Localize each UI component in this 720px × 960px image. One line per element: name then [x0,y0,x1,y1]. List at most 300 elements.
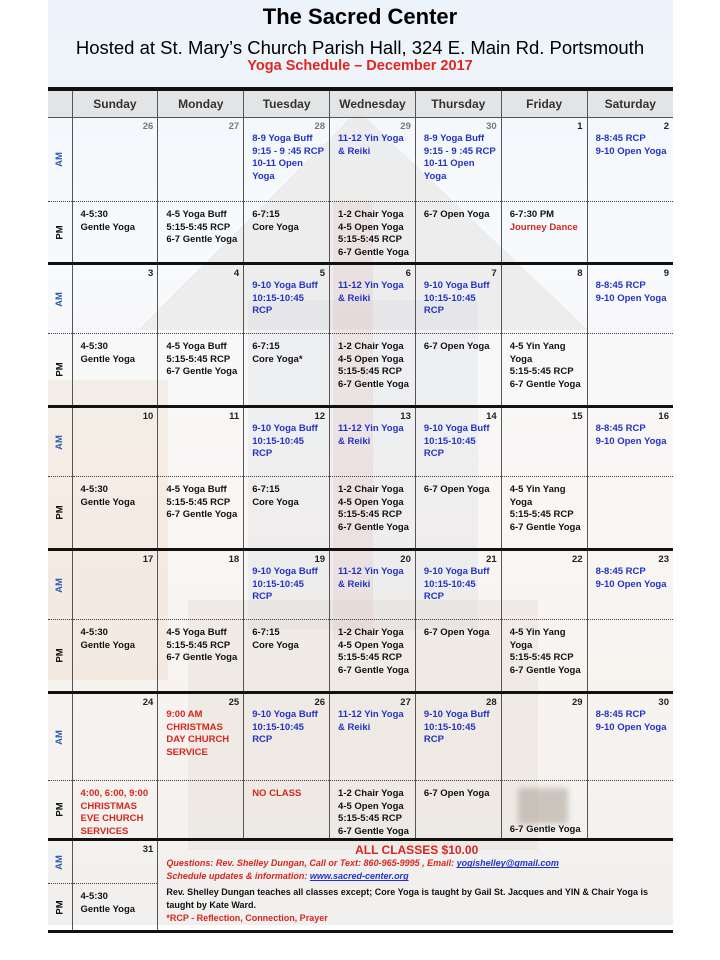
class-entry: 10-11 Open [423,158,475,170]
am-entries [588,565,673,591]
pm-entries [330,620,415,677]
class-entry: 6-7 Gentle Yoga [338,664,409,676]
class-entry: Journey Dance [509,221,578,233]
date-number: 3 [148,268,154,279]
class-entry: 8-8:45 RCP [595,280,646,291]
class-entry: 9-10 Yoga Buff [423,709,490,720]
am-entries [73,422,158,423]
day-cell [415,550,501,620]
pm-entries [73,202,158,234]
price-note: ALL CLASSES $10.00 [355,843,479,858]
class-entry: 9-10 Yoga Buff [252,709,318,720]
date-number: 8 [577,268,583,279]
day-cell [415,118,501,202]
day-cell [587,693,673,781]
date-number: 23 [658,554,669,565]
day-cell [587,202,673,264]
day-header-saturday: Saturday [587,89,673,118]
am-entries [416,132,501,183]
class-entry: & Reiki [338,292,371,304]
day-cell [501,407,587,477]
day-header-monday: Monday [158,89,244,118]
day-cell [244,118,330,202]
date-number: 9 [663,268,669,279]
pm-label-cell [48,620,72,693]
week-row-pm [48,202,673,264]
week-row-pm [48,334,673,407]
pm-entries [502,334,587,391]
day-cell [415,334,501,407]
am-entries [158,565,243,566]
class-entry: CHRISTMAS [80,800,137,812]
am-entries [588,279,673,305]
class-entry: 11-12 Yin Yoga [338,133,404,144]
class-entry: 4-5:30 [80,484,108,495]
pm-label-cell [48,884,72,932]
date-number: 10 [142,411,154,422]
class-entry: 6-7:15 [252,209,280,220]
class-entry: 9-10 Open Yoga [595,578,667,590]
class-entry: Gentle Yoga [80,639,136,651]
am-label: AM [54,577,66,593]
day-cell [415,477,501,550]
class-entry: 6-7 Gentle Yoga [509,824,581,835]
class-entry: 5:15-5:45 RCP [338,234,402,246]
class-entry: 1-2 Chair Yoga [338,209,404,220]
am-entries [244,132,329,183]
pm-entries [244,620,329,652]
day-cell [158,334,244,407]
day-cell [330,620,416,693]
am-entries [588,708,673,734]
am-entries [502,708,587,709]
class-entry: 9-10 Open Yoga [595,145,667,157]
date-number: 19 [314,554,326,565]
am-entries [416,422,501,461]
class-entry: 4:00, 6:00, 9:00 [80,788,149,799]
week-row-am [48,118,673,202]
day-cell [72,781,158,840]
class-entry: EVE CHURCH [80,813,144,825]
day-cell [244,407,330,477]
class-entry: 6-7 Open Yoga [423,484,490,495]
class-entry: Gentle Yoga [80,496,136,508]
am-label-cell [48,840,72,884]
class-entry: & Reiki [338,721,371,733]
class-entry: 8-9 Yoga Buff [423,133,485,144]
class-entry: 4-5:30 [80,891,108,903]
day-cell [415,202,501,264]
class-entry: 6-7 Gentle Yoga [338,521,409,533]
class-entry: 4-5 Yin Yang [509,341,566,352]
class-entry: RCP [252,734,273,746]
pm-label-cell [48,334,72,407]
pm-entries [588,202,673,209]
pm-label: PM [54,648,66,663]
am-entries [502,565,587,566]
class-entry: 6-7 Open Yoga [423,627,490,638]
date-number: 24 [142,697,154,708]
am-entries [416,708,501,747]
class-entry: RCP [423,448,444,460]
class-entry: 6-7 Gentle Yoga [166,652,238,664]
class-entry: 6-7 Gentle Yoga [338,378,409,390]
week-row-pm [48,781,673,840]
pm-entries [330,477,415,534]
day-cell [587,407,673,477]
class-entry: 5:15-5:45 RCP [338,813,402,825]
day-cell [330,477,416,550]
day-cell [72,884,158,932]
day-cell [330,407,416,477]
day-cell [244,477,330,550]
class-entry: 6-7 Gentle Yoga [166,509,238,521]
date-number: 29 [571,697,583,708]
info-cell [158,840,673,932]
week-row-am [48,264,673,334]
day-cell [501,477,587,550]
class-entry: 4-5:30 [80,209,108,220]
date-number: 6 [405,268,411,279]
date-number: 30 [658,697,669,708]
class-entry: 8-8:45 RCP [595,133,646,144]
pm-entries [416,202,501,222]
class-entry: 10:15-10:45 [252,721,304,733]
class-entry: SERVICE [166,746,208,758]
class-entry: 9-10 Yoga Buff [423,423,490,434]
class-entry: 9-10 Open Yoga [595,435,667,447]
pm-entries [244,477,329,509]
am-label: AM [54,854,66,870]
class-entry: Gentle Yoga [80,353,136,365]
am-entries [330,708,415,734]
day-header-row [48,89,673,118]
class-entry: 10:15-10:45 [423,292,476,304]
day-cell [158,781,244,840]
day-cell [72,693,158,781]
class-entry: RCP [423,734,444,746]
am-entries [502,422,587,423]
class-entry: 9-10 Yoga Buff [252,566,318,577]
day-cell [244,550,330,620]
class-entry: 6-7:15 [252,627,280,638]
day-cell [158,202,244,264]
day-cell [330,781,416,840]
class-entry: 5:15-5:45 RCP [509,509,574,521]
class-entry: 6-7:15 [252,484,280,495]
class-entry: 4-5 Open Yoga [338,496,404,508]
day-cell [158,693,244,781]
am-entries [416,279,501,318]
day-cell [501,693,587,781]
am-entries [330,565,415,591]
day-cell [415,264,501,334]
am-label-cell [48,693,72,781]
class-entry: 10:15-10:45 [423,578,476,590]
class-entry: 4-5 Open Yoga [338,639,404,651]
class-entry: 9-10 Open Yoga [595,292,667,304]
class-entry: 4-5 Yoga Buff [166,341,227,352]
class-entry: 5:15-5:45 RCP [166,639,231,651]
pm-label-cell [48,781,72,840]
class-entry: & Reiki [338,578,371,590]
class-entry: 1-2 Chair Yoga [338,627,404,638]
class-entry: 8-8:45 RCP [595,423,646,434]
am-entries [73,279,158,280]
class-entry: 10:15-10:45 [252,578,304,590]
blurred-text [518,788,568,824]
class-entry: 4-5 Open Yoga [338,353,404,365]
day-header-tuesday: Tuesday [244,89,330,118]
pm-entries [588,620,673,627]
day-cell [501,202,587,264]
day-cell [72,118,158,202]
date-number: 11 [229,411,240,422]
day-cell [158,477,244,550]
am-entries [73,708,158,709]
am-entries [73,132,158,133]
day-header-thursday: Thursday [415,89,501,118]
week-row-pm [48,477,673,550]
class-entry: 11-12 Yin Yoga [338,566,404,577]
date-number: 12 [314,411,326,422]
pm-entries [416,781,501,801]
class-entry: 8-9 Yoga Buff [252,133,313,144]
am-entries [158,132,243,133]
teachers-note: Rev. Shelley Dungan teaches all classes except; Core Yoga is taught by Gail St. Jacques and YIN & Chair Yoga is taught by Kate Ward. [166,887,649,911]
pm-entries [502,781,587,837]
class-entry: Core Yoga* [252,353,303,365]
day-cell [330,693,416,781]
class-entry: 6-7 Gentle Yoga [166,234,238,246]
day-cell [330,334,416,407]
day-cell [587,620,673,693]
class-entry: Core Yoga [252,221,299,233]
class-entry: 6-7 Gentle Yoga [166,366,238,378]
email-link[interactable]: yogishelley@gmail.com [456,858,559,869]
class-entry: CHRISTMAS [166,721,223,733]
day-cell [587,264,673,334]
pm-entries [416,477,501,497]
am-label: AM [54,729,66,745]
pm-entries [73,620,158,652]
class-entry: 5:15-5:45 RCP [338,652,402,664]
class-entry: 6-7:15 [252,341,280,352]
day-cell [244,693,330,781]
day-cell [158,620,244,693]
pm-label: PM [54,362,66,377]
class-entry: 4-5 Yoga Buff [166,484,227,495]
calendar-body [48,118,673,932]
info-panel [158,841,673,925]
am-label: AM [54,152,66,167]
class-entry: 4-5 Yin Yang [509,484,566,495]
class-entry: 6-7 Gentle Yoga [509,378,581,390]
class-entry: 4-5:30 [80,627,108,638]
day-cell [72,550,158,620]
class-entry: DAY CHURCH [166,734,230,746]
am-entries [158,422,243,423]
questions-text: Questions: Rev. Shelley Dungan, Call or Text: 860-965-9995 , Email: [166,858,457,869]
pm-label: PM [54,505,66,520]
am-entries [158,279,243,280]
date-number: 16 [658,411,669,422]
page-title: The Sacred Center [262,4,458,29]
class-entry: 5:15-5:45 RCP [166,221,231,233]
class-entry: 6-7:30 PM [509,209,555,220]
class-entry: Core Yoga [252,496,299,508]
updates-text: Schedule updates & information: [166,871,310,882]
date-number: 30 [486,121,497,132]
class-entry: 5:15-5:45 RCP [166,496,231,508]
pm-label: PM [54,224,66,240]
am-entries [330,279,415,305]
class-entry: Yoga [252,170,275,182]
am-entries [588,422,673,448]
date-number: 26 [142,121,154,132]
pm-entries [73,884,158,916]
class-entry: 9-10 Yoga Buff [252,280,318,291]
day-cell [244,264,330,334]
class-entry: 1-2 Chair Yoga [338,484,404,495]
day-cell [72,202,158,264]
day-cell [501,118,587,202]
class-entry: & Reiki [338,145,371,157]
am-label-cell [48,407,72,477]
website-link[interactable]: www.sacred-center.org [309,871,409,882]
am-entries [330,422,415,448]
day-cell [501,781,587,840]
am-entries [244,279,329,318]
pm-label: PM [54,802,66,817]
date-number: 27 [228,121,240,132]
date-number: 18 [228,554,240,565]
date-number: 27 [400,697,411,708]
am-entries [588,132,673,158]
pm-entries [502,620,587,677]
class-entry: 10:15-10:45 [423,435,476,447]
pm-label-cell [48,477,72,550]
date-number: 20 [400,554,411,565]
class-entry: 5:15-5:45 RCP [509,366,574,378]
date-number: 31 [142,844,154,856]
class-entry: 8-8:45 RCP [595,709,646,720]
class-entry: 5:15-5:45 RCP [338,509,402,521]
pm-entries [330,202,415,259]
week-row-am [48,693,673,781]
day-cell [415,693,501,781]
am-entries [502,132,587,133]
pm-entries [588,334,673,341]
am-label: AM [54,434,66,450]
pm-entries [588,477,673,484]
rcp-note: *RCP - Reflection, Connection, Prayer [166,913,328,924]
day-cell [501,620,587,693]
class-entry: RCP [423,591,444,603]
pm-entries [330,781,415,838]
date-number: 15 [571,411,583,422]
class-entry: 11-12 Yin Yoga [338,280,404,291]
day-cell [330,202,416,264]
class-entry: 10-11 Open [252,158,303,170]
day-cell [72,334,158,407]
class-entry: 10:15-10:45 [252,435,304,447]
class-entry: 9-10 Open Yoga [595,721,667,733]
class-entry: 8-8:45 RCP [595,566,646,577]
class-entry: 1-2 Chair Yoga [338,788,404,799]
class-entry: 10:15-10:45 [252,292,304,304]
date-number: 5 [319,268,326,279]
pm-entries [244,334,329,366]
am-entries [416,565,501,604]
class-entry: 4-5 Open Yoga [338,221,404,233]
class-entry: 6-7 Gentle Yoga [509,521,581,533]
am-label-cell [48,264,72,334]
pm-entries [158,202,243,247]
pm-entries [330,334,415,391]
pm-entries [244,202,329,234]
calendar-table [48,87,673,933]
day-header-friday: Friday [501,89,587,118]
day-cell [587,334,673,407]
pm-entries [73,334,158,366]
day-cell [158,118,244,202]
am-entries [73,565,158,566]
class-entry: RCP [252,305,273,317]
am-entries [244,565,329,604]
page-subtitle: Hosted at St. Mary’s Church Parish Hall, 324 E. Main Rd. Portsmouth [75,37,645,58]
pm-entries [502,477,587,534]
day-cell [244,334,330,407]
corner-cell [48,89,72,118]
date-number: 1 [577,121,583,132]
day-cell [415,781,501,840]
date-number: 2 [663,121,669,132]
day-cell [244,781,330,840]
day-cell [501,550,587,620]
am-entries [158,708,243,759]
class-entry: 5:15-5:45 RCP [166,353,231,365]
pm-entries [73,477,158,509]
pm-label: PM [54,900,66,915]
class-entry: Gentle Yoga [80,221,136,233]
day-cell [244,620,330,693]
pm-entries [158,334,243,379]
class-entry: 6-7 Open Yoga [423,209,490,220]
day-cell [72,264,158,334]
questions-line [166,857,667,870]
date-number: 25 [228,697,240,708]
class-entry: 11-12 Yin Yoga [338,423,404,434]
day-header-wednesday: Wednesday [330,89,416,118]
class-entry: RCP [423,305,444,317]
class-entry: Core Yoga [252,639,299,651]
day-cell [587,550,673,620]
class-entry: 9:00 AM [166,709,203,720]
class-entry: 6-7 Gentle Yoga [338,825,409,837]
day-cell [158,407,244,477]
week-row-am [48,840,673,884]
class-entry: 4-5 Yin Yang [509,627,566,638]
am-label-cell [48,550,72,620]
class-entry: 5:15-5:45 RCP [509,652,574,664]
day-cell [72,407,158,477]
class-entry: 10:15-10:45 [423,721,476,733]
class-entry: Yoga [423,170,447,182]
day-cell [587,477,673,550]
class-entry: 6-7 Open Yoga [423,788,490,799]
am-entries [244,708,329,747]
